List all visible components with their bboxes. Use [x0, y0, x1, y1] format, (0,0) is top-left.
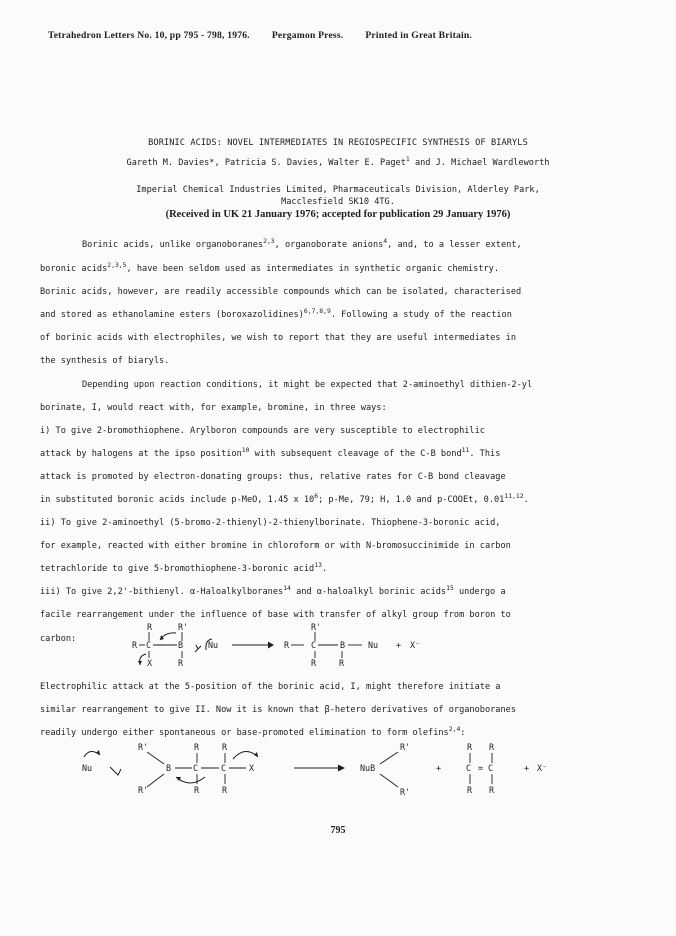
body-line-10: attack by halogens at the ipso position$^{10}$ with subsequent cleavage of the C-B bond$^{11}$. This [40, 446, 501, 459]
scheme2-bond [380, 752, 398, 764]
body-line-19: Electrophilic attack at the 5-position of the borinic acid, I, might therefore initiate a [40, 682, 501, 692]
curved-arrow-icon [233, 751, 258, 759]
curved-arrow-icon [195, 645, 201, 652]
body-line-20: similar rearrangement to give II. Now it is known that β-hetero derivatives of organoboranes [40, 705, 516, 715]
scheme2-olefin-c1: C [466, 763, 472, 773]
body-line-14: for example, reacted with either bromine in chloroform or with N-bromosuccinimide in carbon [40, 541, 511, 551]
scheme1-product-c: C [311, 640, 317, 650]
scheme1-r-bottom: R [178, 658, 184, 668]
scheme1-x: X [147, 658, 153, 668]
scheme1-product-rprime: R' [311, 622, 322, 632]
scheme2-olefin-eq: = [478, 763, 484, 773]
body-line-13: ii) To give 2-aminoethyl (5-bromo-2-thienyl)-2-thienylborinate. Thiophene-3-boronic acid, [40, 518, 501, 528]
scheme2-nu: Nu [82, 763, 93, 773]
author-footnote-mark: 1 [405, 155, 410, 163]
running-header [48, 30, 648, 41]
scheme2-x-anion: X⁻ [537, 763, 548, 773]
page-number: 795 [330, 825, 346, 836]
scheme1-r-top: R [147, 622, 153, 632]
arrowhead-icon [254, 752, 258, 757]
arrowhead-icon [268, 642, 274, 649]
elimination-scheme [0, 737, 676, 803]
article-title: BORINIC ACIDS: NOVEL INTERMEDIATES IN REGIOSPECIFIC SYNTHESIS OF BIARYLS [148, 138, 528, 148]
scheme1-nu: Nu [208, 640, 219, 650]
scheme2-olefin-r1: R [467, 742, 473, 752]
scheme2-olefin-r4: R [489, 785, 495, 795]
scheme2-olefin-r2: R [489, 742, 495, 752]
journal-citation: Tetrahedron Letters No. 10, pp 795 - 798, 1976. [48, 30, 250, 41]
rearrangement-scheme [0, 620, 676, 676]
scheme2-bond [147, 774, 164, 787]
body-line-12: in substituted boronic acids include p-MeO, 1.45 x $10^6$; p-Me, 79; H, 1.0 and p-COOEt, 0.01$^{11,12}$. [40, 492, 529, 505]
authors-part-1: Gareth M. Davies*, Patricia S. Davies, Walter E. Paget [126, 158, 406, 168]
affiliation-line-1: Imperial Chemical Industries Limited, Pharmaceuticals Division, Alderley Park, [136, 185, 540, 195]
body-line-17: facile rearrangement under the influence of base with transfer of alkyl group from boron to [40, 610, 511, 620]
scheme1-b: B [178, 640, 184, 650]
body-line-21: readily undergo either spontaneous or base-promoted elimination to form olefins$^{2,4}$: [40, 725, 466, 738]
body-line-1: Borinic acids, unlike organoboranes$^{2,3}$, organoborate anions$^4$, and, to a lesser extent, [82, 237, 522, 250]
affiliation-line-2: Macclesfield SK10 4TG. [281, 197, 395, 207]
arrowhead-icon [138, 661, 142, 665]
scheme1-product-r: R [284, 640, 290, 650]
scheme2-c2: C [221, 763, 227, 773]
scheme1-product-b: B [340, 640, 346, 650]
scheme1-x-anion: X⁻ [410, 640, 421, 650]
scheme2-rprime-top: R' [138, 742, 149, 752]
scheme2-b: B [166, 763, 172, 773]
scheme1-plus: + [396, 640, 402, 650]
scheme2-plus-2: + [524, 763, 530, 773]
scheme2-r4: R [222, 785, 228, 795]
body-line-7: Depending upon reaction conditions, it might be expected that 2-aminoethyl dithien-2-yl [82, 380, 533, 390]
scheme2-rprime-bottom: R' [138, 785, 149, 795]
received-dates: (Received in UK 21 January 1976; accepted for publication 29 January 1976) [165, 209, 511, 220]
arrowhead-icon [96, 750, 100, 755]
scheme2-product-rprime-bottom: R' [400, 787, 411, 797]
body-line-15: tetrachloride to give 5-bromothiophene-3-boronic acid$^{13}$. [40, 561, 328, 574]
publisher: Pergamon Press. [271, 30, 344, 41]
body-line-3: Borinic acids, however, are readily accessible compounds which can be isolated, characterised [40, 287, 522, 297]
scheme2-c1: C [193, 763, 199, 773]
scheme1-r-left: R [132, 640, 138, 650]
scheme2-r1: R [194, 742, 200, 752]
scheme2-product-rprime-top: R' [400, 742, 411, 752]
body-line-6: the synthesis of biaryls. [40, 356, 170, 366]
body-line-5: of borinic acids with electrophiles, we wish to report that they are useful intermediates in [40, 333, 516, 343]
body-line-4: and stored as ethanolamine esters (boroxazolidines)$^{6,7,8,9}$. Following a study of the reaction [40, 307, 512, 320]
body-line-2: boronic acids$^{2,3,5}$, have been seldom used as intermediates in synthetic organic chemistry. [40, 261, 500, 274]
body-line-9: i) To give 2-bromothiophene. Arylboron compounds are very susceptible to electrophilic [40, 426, 485, 436]
scheme2-olefin-r3: R [467, 785, 473, 795]
arrowhead-icon [338, 765, 345, 772]
scheme2-r2: R [222, 742, 228, 752]
body-line-8: borinate, I, would react with, for example, bromine, in three ways: [40, 403, 387, 413]
scheme1-product-nu: Nu [368, 640, 379, 650]
scheme2-x: X [249, 763, 255, 773]
scheme1-product-r2: R [311, 658, 317, 668]
scheme2-olefin-c2: C [488, 763, 494, 773]
scheme1-product-r3: R [339, 658, 345, 668]
scheme2-bond [380, 774, 398, 787]
curved-arrow-icon [110, 767, 121, 775]
author-list [0, 155, 676, 168]
printed-note: Printed in Great Britain. [365, 30, 472, 41]
body-line-16: iii) To give 2,2'-bithienyl. α-Haloalkylboranes$^{14}$ and α-haloalkyl borinic acids$^{15}$ undergo a [40, 584, 506, 597]
scheme1-rprime-top: R' [178, 622, 189, 632]
scheme1-c: C [146, 640, 152, 650]
scheme2-bond [147, 752, 164, 764]
scheme2-nub: NuB [360, 763, 376, 773]
authors-part-2: and J. Michael Wardleworth [409, 158, 550, 168]
body-line-18: carbon: [40, 634, 77, 644]
scheme2-plus: + [436, 763, 442, 773]
scheme2-r3: R [194, 785, 200, 795]
body-line-11: attack is promoted by electron-donating groups: thus, relative rates for C-B bond cleavage [40, 472, 506, 482]
